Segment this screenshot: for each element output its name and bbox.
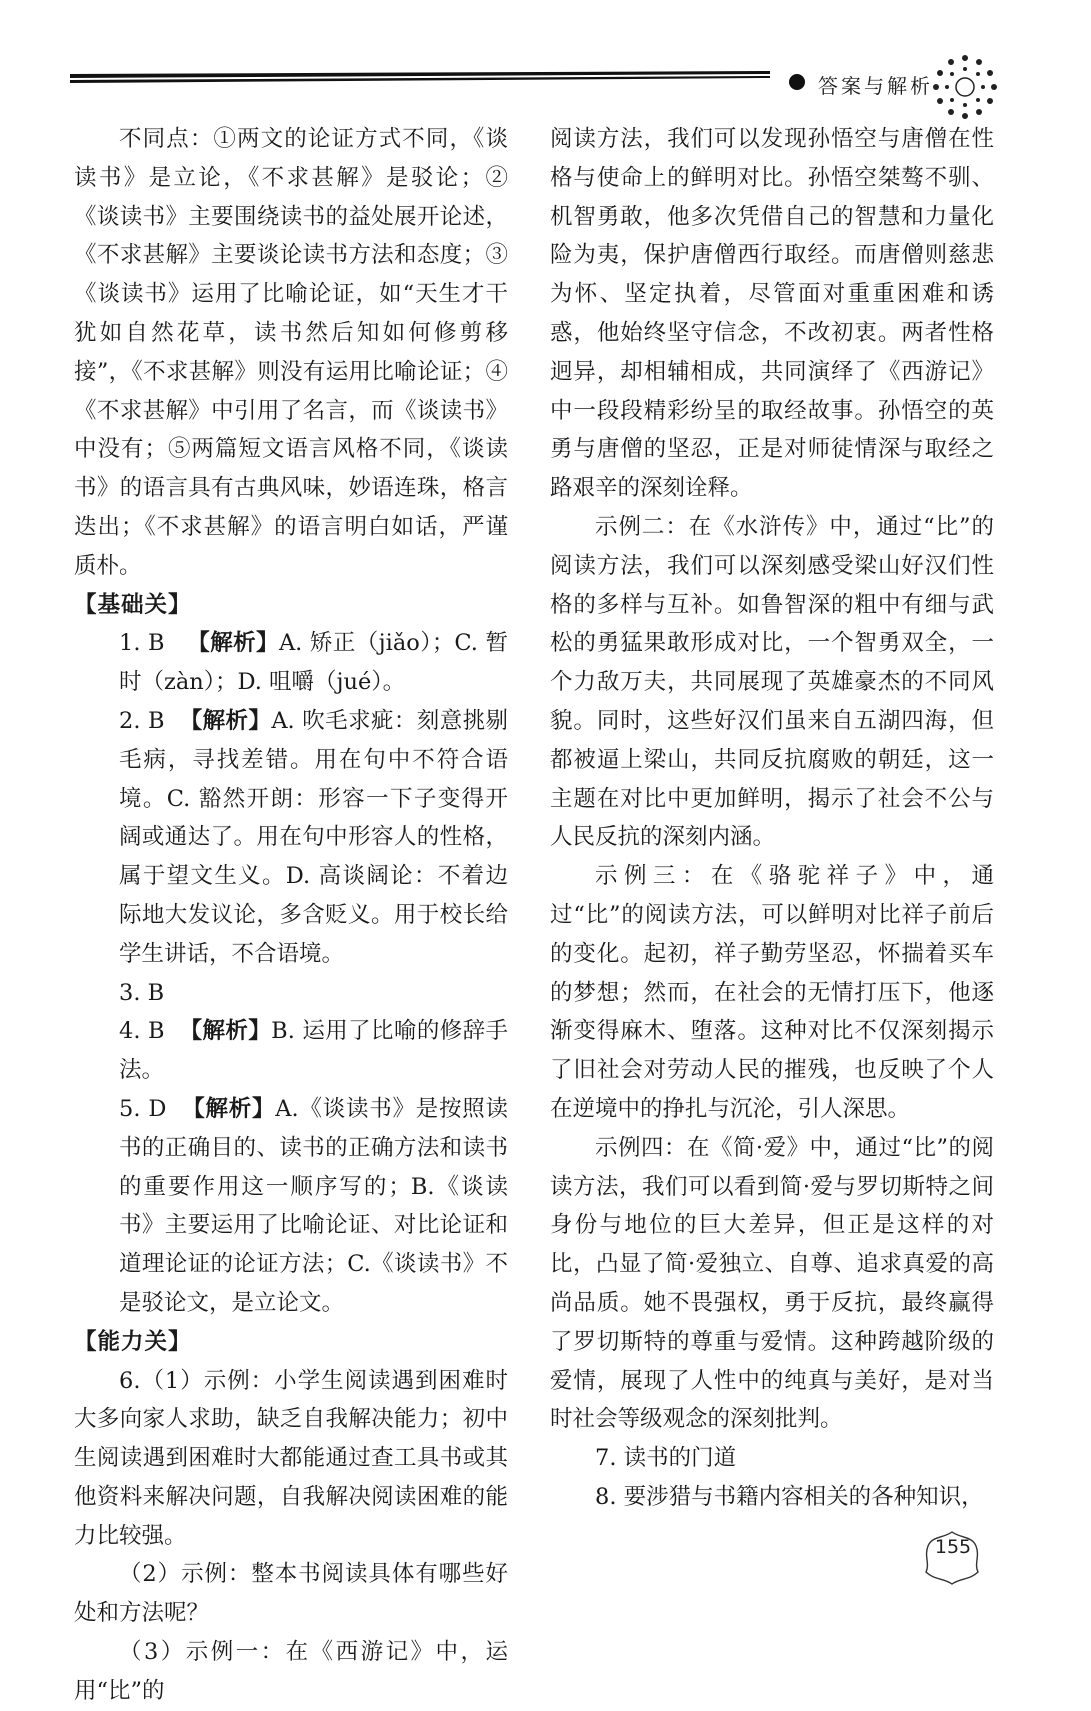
- page-number: 155: [934, 1536, 972, 1558]
- analysis-text: B. 运用了比喻的修辞手法。: [119, 1018, 508, 1084]
- analysis-tag: 【解析】: [179, 707, 272, 734]
- section-heading-ability: 【能力关】: [74, 1328, 192, 1355]
- answer-number: 3. B: [119, 979, 165, 1006]
- header-rule: [70, 70, 770, 84]
- answer-number: 4. B: [119, 1018, 165, 1045]
- analysis-text: A. 吹毛求疵：刻意挑剔毛病，寻找差错。用在句中不符合语境。C. 豁然开朗：形容一下子变得开阔或通达了。用在句中形容人的性格，属于望文生义。D. 高谈阔论：不着边际地大发议论，多含贬义。用于校长给学生讲话，不合语境。: [119, 707, 508, 967]
- sunburst-decoration-icon: [930, 52, 1000, 122]
- example-1-continued: 阅读方法，我们可以发现孙悟空与唐僧在性格与使命上的鲜明对比。孙悟空桀骜不驯、机智勇敢，他多次凭借自己的智慧和力量化险为夷，保护唐僧西行取经。而唐僧则慈悲为怀、坚定执着，尽管面对重重困难和诱惑，他始终坚守信念，不改初衷。两者性格迥异，却相辅相成，共同演绎了《西游记》中一段段精彩纷呈的取经故事。孙悟空的英勇与唐僧的坚忍，正是对师徒情深与取经之路艰辛的深刻诠释。: [550, 126, 994, 502]
- answer-5: [74, 1090, 508, 1323]
- analysis-tag: 【解析】: [182, 1095, 276, 1122]
- example-4: 示例四：在《简·爱》中，通过“比”的阅读方法，我们可以看到简·爱与罗切斯特之间身份与地位的巨大差异，但正是这样的对比，凸显了简·爱独立、自尊、追求真爱的高尚品质。她不畏强权，勇于反抗，最终赢得了罗切斯特的尊重与爱情。这种跨越阶级的爱情，展现了人性中的纯真与美好，是对当时社会等级观念的深刻批判。: [550, 1134, 994, 1433]
- answer-3: [74, 974, 508, 1013]
- header-bullet-icon: [789, 74, 805, 90]
- section-heading-basic: 【基础关】: [74, 591, 192, 618]
- answer-1: [74, 624, 508, 702]
- answer-6-part-3: （3）示例一：在《西游记》中，运用“比”的: [74, 1639, 508, 1704]
- analysis-text: A.《谈读书》是按照读书的正确目的、读书的正确方法和读书的重要作用这一顺序写的；B.《谈读书》主要运用了比喻论证、对比论证和道理论证的论证方法；C.《谈读书》不是驳论文，是立论文。: [119, 1095, 508, 1316]
- answer-8: 8. 要涉猎与书籍内容相关的各种知识，: [595, 1483, 984, 1510]
- answer-number: 2. B: [119, 707, 165, 734]
- answer-6-part-2: （2）示例：整本书阅读具体有哪些好处和方法呢？: [74, 1561, 508, 1627]
- left-column: [74, 120, 508, 1711]
- answer-4: [74, 1012, 508, 1090]
- analysis-text: A. 矫正（jiǎo）；C. 暂时（zàn）；D. 咀嚼（jué）。: [119, 630, 508, 696]
- right-column: [550, 120, 994, 1517]
- section-title: 答案与解析: [818, 74, 933, 98]
- analysis-tag: 【解析】: [187, 630, 279, 657]
- answer-2: [74, 702, 508, 974]
- example-2: 示例二：在《水浒传》中，通过“比”的阅读方法，我们可以深刻感受梁山好汉们性格的多样与互补。如鲁智深的粗中有细与武松的勇猛果敢形成对比，一个智勇双全，一个力敌万夫，共同展现了英雄豪杰的不同风貌。同时，这些好汉们虽来自五湖四海，但都被逼上梁山，共同反抗腐败的朝廷，这一主题在对比中更加鲜明，揭示了社会不公与人民反抗的深刻内涵。: [550, 513, 994, 851]
- answer-7: 7. 读书的门道: [595, 1445, 737, 1472]
- answer-number: 5. D: [119, 1095, 167, 1122]
- answer-number: 1. B: [119, 630, 165, 657]
- example-3: 示例三：在《骆驼祥子》中，通过“比”的阅读方法，可以鲜明对比祥子前后的变化。起初，祥子勤劳坚忍，怀揣着买车的梦想；然而，在社会的无情打压下，他逐渐变得麻木、堕落。这种对比不仅深刻揭示了旧社会对劳动人民的摧残，也反映了个人在逆境中的挣扎与沉沦，引人深思。: [550, 863, 994, 1122]
- paragraph-differences: 不同点：①两文的论证方式不同，《谈读书》是立论，《不求甚解》是驳论；②《谈读书》主要围绕读书的益处展开论述，《不求甚解》主要谈论读书方法和态度；③《谈读书》运用了比喻论证，如“天生才干犹如自然花草，读书然后知如何修剪移接”，《不求甚解》则没有运用比喻论证；④《不求甚解》中引用了名言，而《谈读书》中没有；⑤两篇短文语言风格不同，《谈读书》的语言具有古典风味，妙语连珠，格言迭出；《不求甚解》的语言明白如话，严谨质朴。: [74, 126, 508, 579]
- analysis-tag: 【解析】: [179, 1018, 272, 1045]
- answer-6-part-1: 6.（1）示例：小学生阅读遇到困难时大多向家人求助，缺乏自我解决能力；初中生阅读遇到困难时大都能通过查工具书或其他资料来解决问题，自我解决阅读困难的能力比较强。: [74, 1367, 508, 1549]
